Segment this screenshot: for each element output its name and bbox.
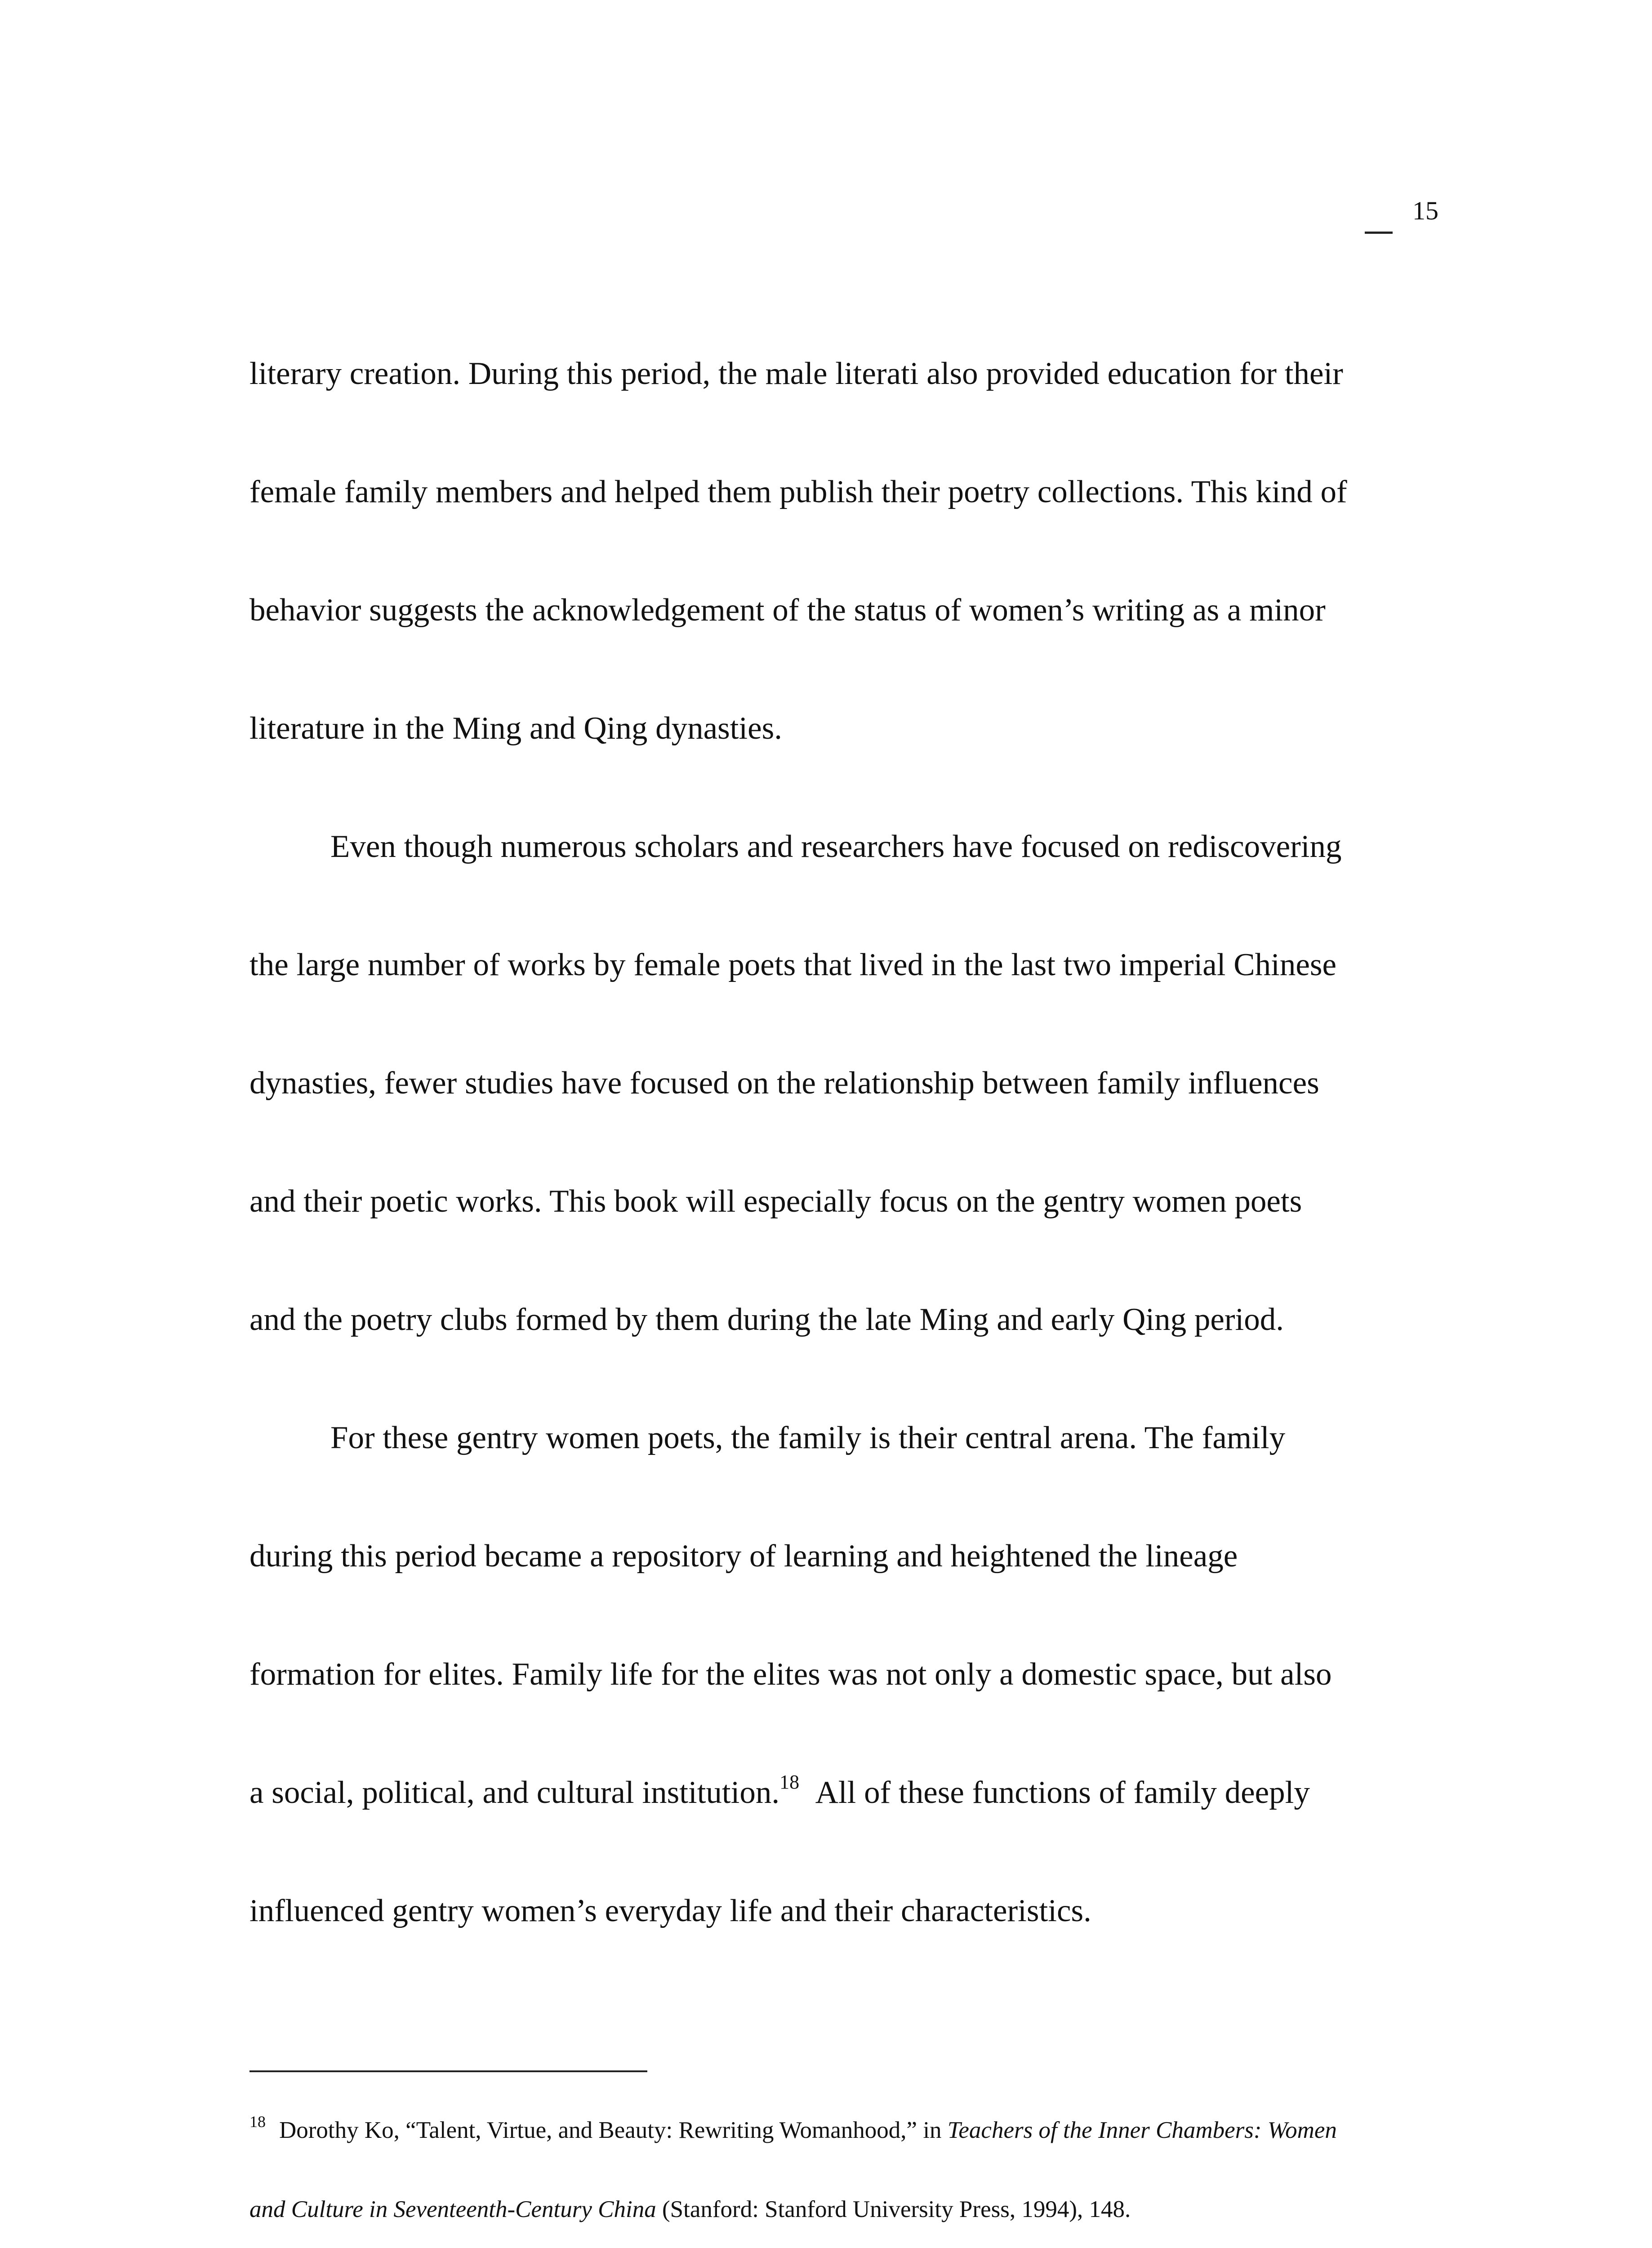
footnote-book-title: and Culture in Seventeenth-Century China — [249, 2196, 656, 2222]
footnote-text: Dorothy Ko, “Talent, Virtue, and Beauty: Rewriting Womanhood,” in — [279, 2117, 948, 2143]
paragraph-line: the large number of works by female poets that lived in the last two imperial Chinese — [249, 947, 1336, 982]
paragraph-line: formation for elites. Family life for the elites was not only a domestic space, but also — [249, 1657, 1332, 1692]
footnote-reference: 18 — [779, 1771, 800, 1793]
paragraph-line-with-footnote — [249, 1734, 1400, 1852]
paragraph-line: and the poetry clubs formed by them during the late Ming and early Qing period. — [249, 1302, 1284, 1337]
paragraph-line: dynasties, fewer studies have focused on the relationship between family influences — [249, 1066, 1319, 1101]
footnote-line — [249, 2091, 1400, 2170]
paragraph-line-part: a social, political, and cultural institution. — [249, 1775, 780, 1810]
spacer — [799, 1775, 815, 1810]
page-number-underline — [1365, 232, 1393, 234]
footnote-line — [249, 2170, 1400, 2248]
paragraph-line: For these gentry women poets, the family is their central arena. The family — [330, 1420, 1286, 1455]
paragraph-line: during this period became a repository of learning and heightened the lineage — [249, 1539, 1238, 1574]
paragraph-line: behavior suggests the acknowledgement of the status of women’s writing as a minor — [249, 593, 1326, 628]
paragraph-line: female family members and helped them publish their poetry collections. This kind of — [249, 474, 1347, 509]
paragraph-line: literary creation. During this period, the male literati also provided education for their — [249, 356, 1343, 391]
paragraph-line: Even though numerous scholars and researchers have focused on rediscovering — [330, 829, 1342, 864]
paragraph-line: literature in the Ming and Qing dynasties. — [249, 711, 783, 746]
footnote-separator — [249, 2070, 647, 2072]
body-text — [249, 315, 1400, 1970]
footnote-book-title: Teachers of the Inner Chambers: Women — [947, 2117, 1337, 2143]
footnote-text: (Stanford: Stanford University Press, 1994), 148. — [656, 2196, 1131, 2222]
footnote-marker: 18 — [249, 2113, 266, 2131]
footnote — [249, 2091, 1400, 2248]
paragraph-line-part: All of these functions of family deeply — [815, 1775, 1310, 1810]
paragraph-line: influenced gentry women’s everyday life and their characteristics. — [249, 1893, 1091, 1928]
page-number: 15 — [1412, 196, 1438, 225]
paragraph-line: and their poetic works. This book will especially focus on the gentry women poets — [249, 1184, 1302, 1219]
